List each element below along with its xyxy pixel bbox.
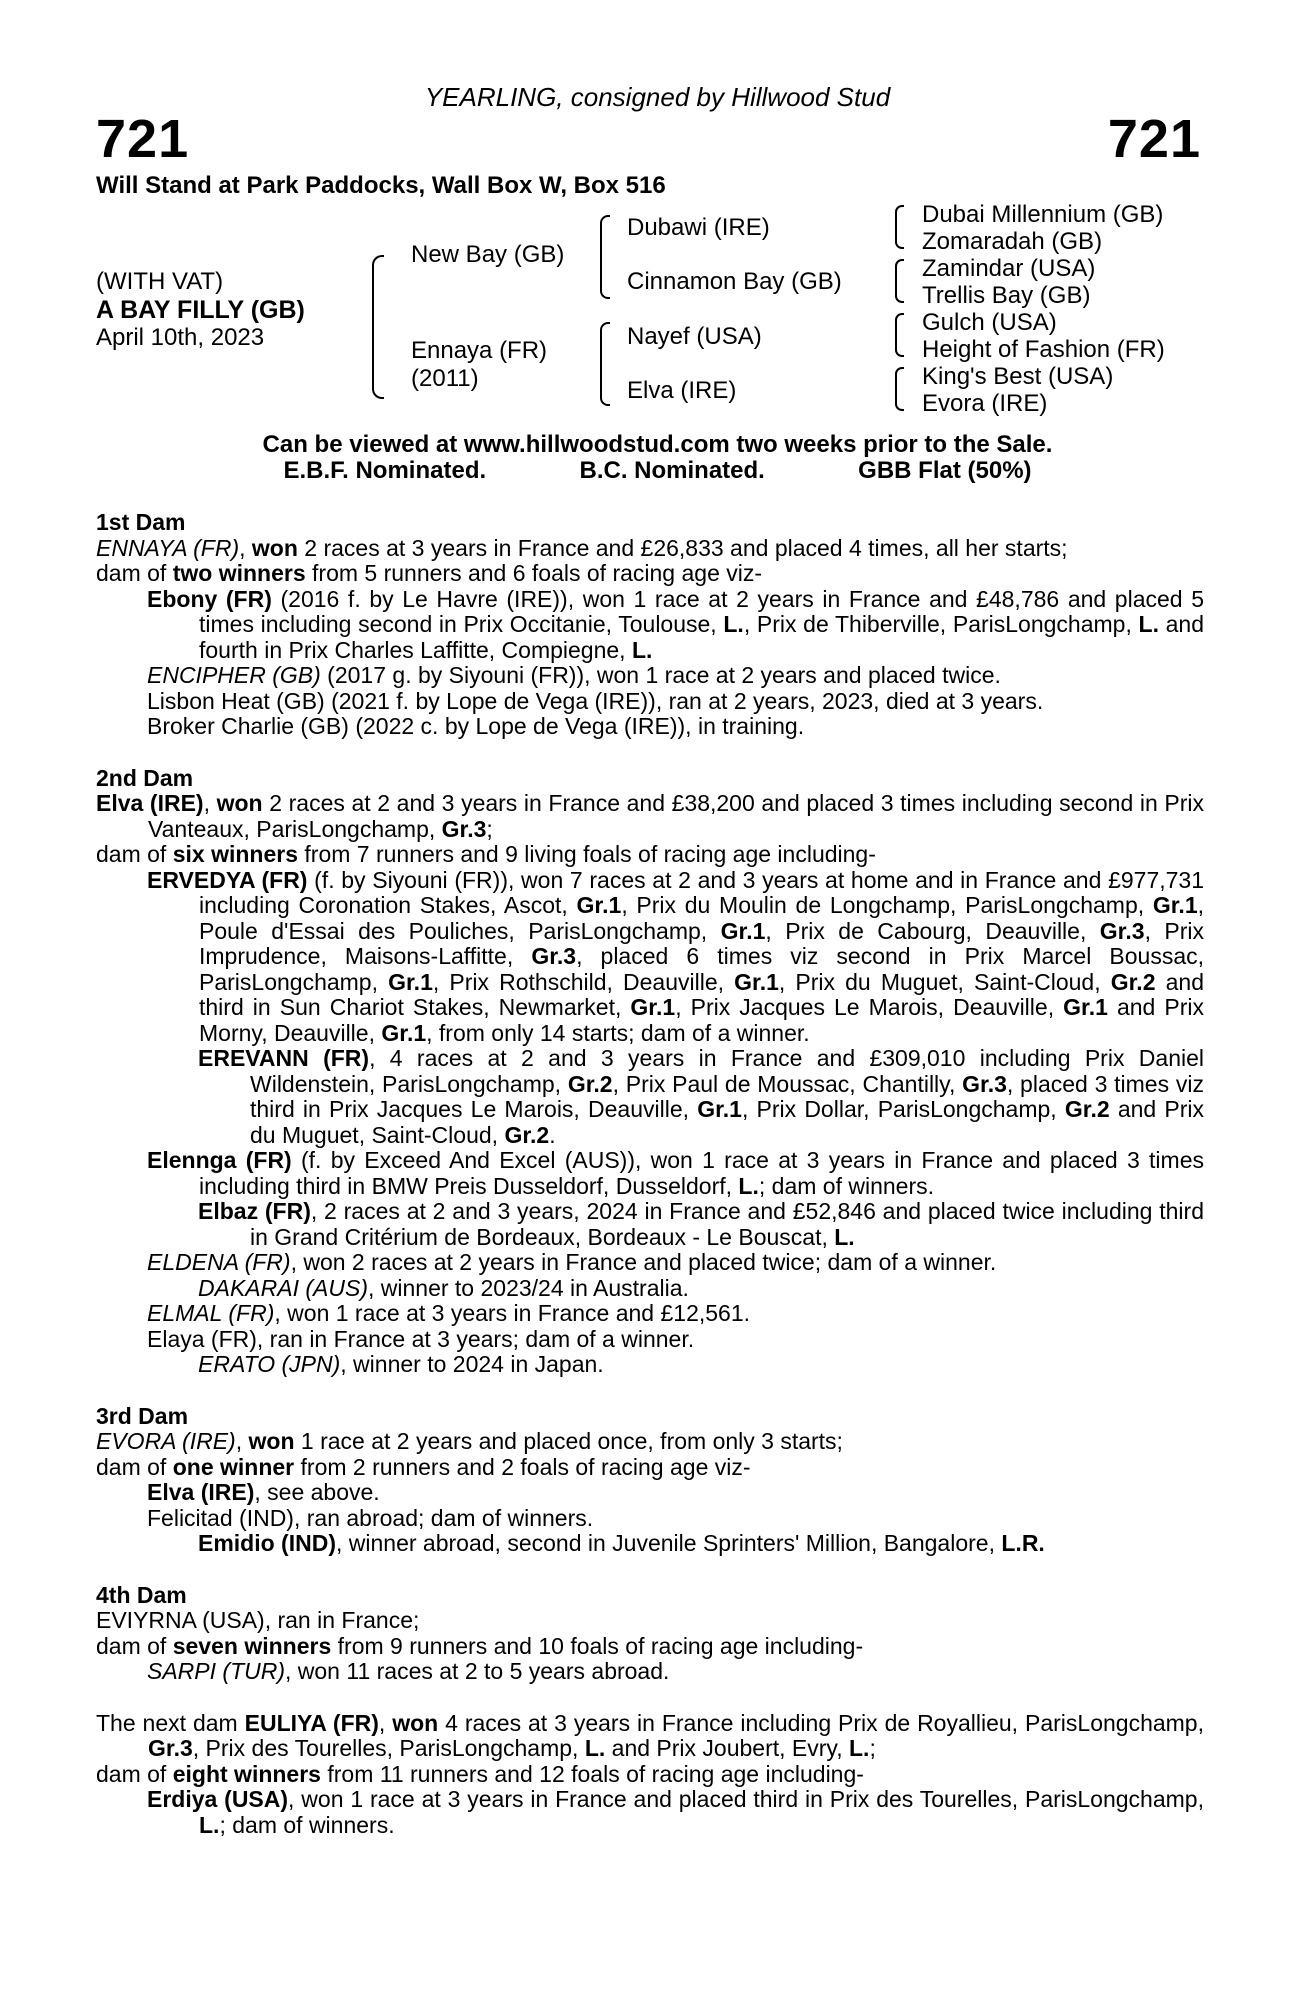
produce-elmal: ELMAL (FR), won 1 race at 3 years in France and £12,561. <box>147 1300 751 1326</box>
fourth-dam-produce: dam of seven winners from 9 runners and 10 foals of racing age including- <box>96 1632 864 1659</box>
produce-elbaz: Elbaz (FR), 2 races at 2 and 3 years, 2024 in France and £52,846 and placed twice including third in Grand Critérium de Bordeaux, Bordeaux - Le Bouscat, L. <box>198 1198 1204 1250</box>
third-dam-heading: 3rd Dam <box>96 1402 189 1429</box>
brace-dam <box>600 322 610 406</box>
sire-dam: Cinnamon Bay (GB) <box>627 268 842 295</box>
third-dam-produce: dam of one winner from 2 runners and 2 foals of racing age viz- <box>96 1453 751 1480</box>
ancestor-7: King's Best (USA) <box>922 363 1114 390</box>
produce-record <box>96 510 1204 1838</box>
ancestor-8: Evora (IRE) <box>922 390 1048 417</box>
next-dam-line: The next dam EULIYA (FR), won 4 races at 3 years in France including Prix de Royallieu, ParisLongchamp, Gr.3, Prix des Tourelles, ParisLongchamp, L. and Prix Joubert, Evry, L.; <box>96 1709 1204 1761</box>
produce-elennga: Elennga (FR) (f. by Exceed And Excel (AUS)), won 1 race at 3 years in France and placed 3 times including third in BMW Preis Dusseldorf, Dusseldorf, L.; dam of winners. <box>147 1147 1204 1199</box>
produce-broker-charlie: Broker Charlie (GB) (2022 c. by Lope de Vega (IRE)), in training. <box>147 713 805 739</box>
gbb-note: GBB Flat (50%) <box>858 457 1032 484</box>
first-dam-heading: 1st Dam <box>96 509 186 535</box>
produce-felicitad: Felicitad (IND), ran abroad; dam of winners. <box>147 1504 594 1531</box>
dam: Ennaya (FR) <box>411 337 548 364</box>
brace-g3 <box>895 313 904 357</box>
fourth-dam-heading: 4th Dam <box>96 1581 187 1608</box>
foaling-date: April 10th, 2023 <box>96 324 265 351</box>
first-dam-line: ENNAYA (FR), won 2 races at 3 years in France and £26,833 and placed 4 times, all her starts; <box>96 534 1068 561</box>
brace-g4 <box>895 367 904 411</box>
brace-sire <box>600 215 610 299</box>
ancestor-1: Dubai Millennium (GB) <box>922 201 1164 228</box>
fourth-dam-section <box>96 1583 1204 1685</box>
produce-eldena: ELDENA (FR), won 2 races at 2 years in France and placed twice; dam of a winner. <box>147 1249 997 1275</box>
lot-number-left: 721 <box>96 109 190 169</box>
ebf-note: E.B.F. Nominated. <box>283 457 487 484</box>
produce-erevann: EREVANN (FR), 4 races at 2 and 3 years in France and £309,010 including Prix Daniel Wildenstein, ParisLongchamp, Gr.2, Prix Paul de Moussac, Chantilly, Gr.3, placed 3 times viz third in Prix Jacques Le Marois, Deauville, Gr.1, Prix Dollar, ParisLongchamp, Gr.2 and Prix du Muguet, Saint-Cloud, Gr.2. <box>198 1045 1204 1148</box>
produce-elva: Elva (IRE), see above. <box>147 1479 380 1505</box>
dam-year: (2011) <box>411 365 479 392</box>
second-dam-line: Elva (IRE), won 2 races at 2 and 3 years in France and £38,200 and placed 3 times including second in Prix Vanteaux, ParisLongchamp, Gr.3; <box>96 790 1205 842</box>
second-dam-produce: dam of six winners from 7 runners and 9 living foals of racing age including- <box>96 841 876 867</box>
produce-erato: ERATO (JPN), winner to 2024 in Japan. <box>198 1351 604 1377</box>
next-dam-produce: dam of eight winners from 11 runners and 12 foals of racing age including- <box>96 1760 864 1787</box>
fourth-dam-line: EVIYRNA (USA), ran in France; <box>96 1607 420 1633</box>
sire-sire: Dubawi (IRE) <box>627 214 770 241</box>
produce-ervedya: ERVEDYA (FR) (f. by Siyouni (FR)), won 7 races at 2 and 3 years at home and in France and £977,731 including Coronation Stakes, Ascot, Gr.1, Prix du Moulin de Longchamp, ParisLongchamp, Gr.1, Poule d'Essai des Pouliches, ParisLongchamp, Gr.1, Prix de Cabourg, Deauville, Gr.3, Prix Imprudence, Maisons-Laffitte, Gr.3, placed 6 times viz second in Prix Marcel Boussac, ParisLongchamp, Gr.1, Prix Rothschild, Deauville, Gr.1, Prix du Muguet, Saint-Cloud, Gr.2 and third in Sun Chariot Stakes, Newmarket, Gr.1, Prix Jacques Le Marois, Deauville, Gr.1 and Prix Morny, Deauville, Gr.1, from only 14 starts; dam of a winner. <box>147 866 1205 1046</box>
next-dam-section <box>96 1711 1204 1839</box>
second-dam-heading: 2nd Dam <box>96 764 194 791</box>
produce-emidio: Emidio (IND), winner abroad, second in Juvenile Sprinters' Million, Bangalore, L.R. <box>198 1530 1045 1556</box>
first-dam-produce: dam of two winners from 5 runners and 6 foals of racing age viz- <box>96 560 763 586</box>
consignment-line: YEARLING, consigned by Hillwood Stud <box>424 82 891 112</box>
produce-lisbon-heat: Lisbon Heat (GB) (2021 f. by Lope de Vega (IRE)), ran at 2 years, 2023, died at 3 years. <box>147 687 1044 714</box>
bc-note: B.C. Nominated. <box>579 457 765 484</box>
sale-notes <box>0 432 1315 484</box>
produce-erdiya: Erdiya (USA), won 1 race at 3 years in France and placed third in Prix des Tourelles, ParisLongchamp, L.; dam of winners. <box>147 1786 1204 1838</box>
first-dam-section <box>96 510 1204 740</box>
produce-elaya: Elaya (FR), ran in France at 3 years; dam of a winner. <box>147 1325 695 1352</box>
produce-encipher: ENCIPHER (GB) (2017 g. by Siyouni (FR)), won 1 race at 2 years and placed twice. <box>147 662 1001 688</box>
ancestor-5: Gulch (USA) <box>922 309 1057 336</box>
third-dam-line: EVORA (IRE), won 1 race at 2 years and placed once, from only 3 starts; <box>96 1428 843 1454</box>
third-dam-section <box>96 1404 1204 1557</box>
ancestor-3: Zamindar (USA) <box>922 255 1096 282</box>
lot-number-right: 721 <box>1107 109 1201 169</box>
lot-name: A BAY FILLY (GB) <box>96 296 305 324</box>
brace-g1 <box>895 205 904 249</box>
second-dam-section <box>96 766 1204 1378</box>
ancestor-4: Trellis Bay (GB) <box>922 282 1091 309</box>
produce-ebony: Ebony (FR) (2016 f. by Le Havre (IRE)), won 1 race at 2 years in France and £48,786 and placed 5 times including second in Prix Occitanie, Toulouse, L., Prix de Thiberville, ParisLongchamp, L. and fourth in Prix Charles Laffitte, Compiegne, L. <box>147 585 1205 663</box>
ancestor-2: Zomaradah (GB) <box>922 228 1103 255</box>
brace-g2 <box>895 259 904 303</box>
sire: New Bay (GB) <box>411 241 565 268</box>
brace-parents <box>372 255 384 399</box>
ancestor-6: Height of Fashion (FR) <box>922 336 1165 363</box>
produce-dakarai: DAKARAI (AUS), winner to 2023/24 in Australia. <box>198 1274 689 1301</box>
viewing-note: Can be viewed at www.hillwoodstud.com two weeks prior to the Sale. <box>262 431 1053 458</box>
produce-sarpi: SARPI (TUR), won 11 races at 2 to 5 years abroad. <box>147 1658 670 1684</box>
dam-dam: Elva (IRE) <box>627 377 737 404</box>
dam-sire: Nayef (USA) <box>627 323 762 350</box>
stand-location: Will Stand at Park Paddocks, Wall Box W, Box 516 <box>96 172 666 199</box>
vat-note: (WITH VAT) <box>96 268 224 295</box>
